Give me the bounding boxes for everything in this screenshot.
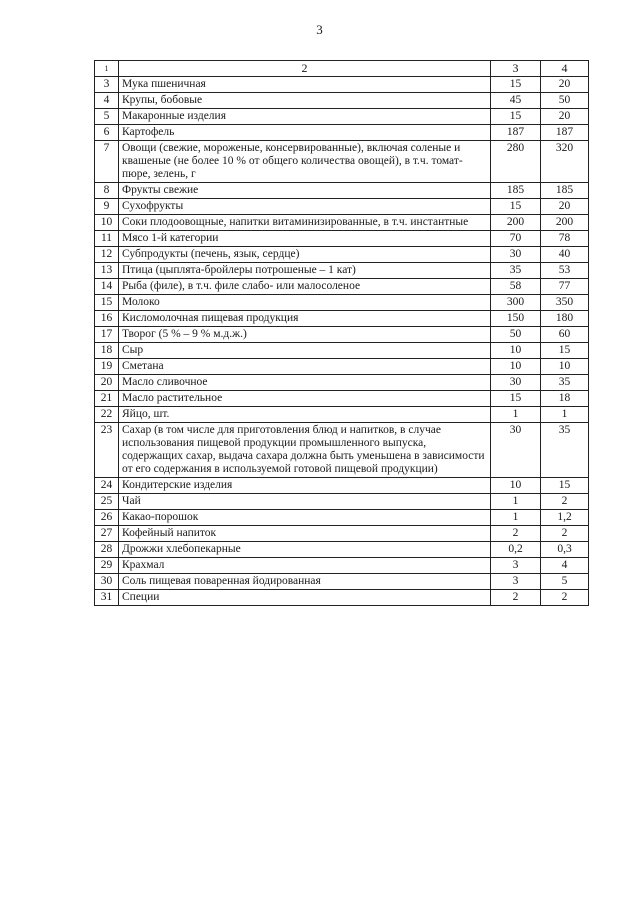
row-number: 20 bbox=[95, 375, 119, 391]
row-value-col3: 3 bbox=[491, 558, 541, 574]
table-row bbox=[95, 295, 589, 311]
header-col-2: 2 bbox=[119, 61, 491, 77]
row-product-name: Чай bbox=[119, 494, 491, 510]
table-row bbox=[95, 215, 589, 231]
table-row bbox=[95, 199, 589, 215]
row-value-col4: 60 bbox=[541, 327, 589, 343]
row-product-name: Крупы, бобовые bbox=[119, 93, 491, 109]
table-row bbox=[95, 407, 589, 423]
table-row bbox=[95, 391, 589, 407]
table-row bbox=[95, 526, 589, 542]
table-row bbox=[95, 494, 589, 510]
table-row bbox=[95, 327, 589, 343]
row-value-col4: 18 bbox=[541, 391, 589, 407]
row-value-col4: 2 bbox=[541, 590, 589, 606]
row-number: 14 bbox=[95, 279, 119, 295]
row-product-name: Фрукты свежие bbox=[119, 183, 491, 199]
table-row bbox=[95, 109, 589, 125]
row-product-name: Рыба (филе), в т.ч. филе слабо- или малосоленое bbox=[119, 279, 491, 295]
row-value-col4: 50 bbox=[541, 93, 589, 109]
row-value-col4: 1 bbox=[541, 407, 589, 423]
table-row bbox=[95, 558, 589, 574]
row-value-col3: 3 bbox=[491, 574, 541, 590]
table-row bbox=[95, 423, 589, 478]
row-value-col3: 187 bbox=[491, 125, 541, 141]
row-product-name: Мука пшеничная bbox=[119, 77, 491, 93]
row-value-col4: 200 bbox=[541, 215, 589, 231]
table-row bbox=[95, 343, 589, 359]
row-product-name: Сметана bbox=[119, 359, 491, 375]
table-row bbox=[95, 375, 589, 391]
row-product-name: Специи bbox=[119, 590, 491, 606]
row-product-name: Птица (цыплята-бройлеры потрошеные – 1 кат) bbox=[119, 263, 491, 279]
row-number: 30 bbox=[95, 574, 119, 590]
row-value-col3: 0,2 bbox=[491, 542, 541, 558]
table-row bbox=[95, 478, 589, 494]
table-row bbox=[95, 510, 589, 526]
row-value-col3: 150 bbox=[491, 311, 541, 327]
row-value-col3: 30 bbox=[491, 247, 541, 263]
row-value-col3: 10 bbox=[491, 343, 541, 359]
table-row bbox=[95, 574, 589, 590]
row-number: 21 bbox=[95, 391, 119, 407]
row-product-name: Кисломолочная пищевая продукция bbox=[119, 311, 491, 327]
table-body bbox=[95, 61, 589, 606]
header-col-4: 4 bbox=[541, 61, 589, 77]
row-product-name: Масло сливочное bbox=[119, 375, 491, 391]
row-product-name: Соль пищевая поваренная йодированная bbox=[119, 574, 491, 590]
row-value-col4: 35 bbox=[541, 375, 589, 391]
row-value-col3: 35 bbox=[491, 263, 541, 279]
table-row bbox=[95, 247, 589, 263]
row-value-col4: 1,2 bbox=[541, 510, 589, 526]
row-value-col3: 2 bbox=[491, 526, 541, 542]
row-number: 7 bbox=[95, 141, 119, 183]
row-value-col4: 2 bbox=[541, 494, 589, 510]
row-number: 16 bbox=[95, 311, 119, 327]
row-number: 13 bbox=[95, 263, 119, 279]
row-number: 3 bbox=[95, 77, 119, 93]
row-value-col4: 4 bbox=[541, 558, 589, 574]
row-number: 23 bbox=[95, 423, 119, 478]
row-value-col3: 30 bbox=[491, 375, 541, 391]
row-number: 26 bbox=[95, 510, 119, 526]
row-number: 8 bbox=[95, 183, 119, 199]
row-product-name: Творог (5 % – 9 % м.д.ж.) bbox=[119, 327, 491, 343]
row-value-col4: 20 bbox=[541, 199, 589, 215]
row-product-name: Макаронные изделия bbox=[119, 109, 491, 125]
table-row bbox=[95, 77, 589, 93]
row-value-col3: 280 bbox=[491, 141, 541, 183]
table-header-row bbox=[95, 61, 589, 77]
row-value-col4: 10 bbox=[541, 359, 589, 375]
row-value-col3: 185 bbox=[491, 183, 541, 199]
row-number: 27 bbox=[95, 526, 119, 542]
row-value-col3: 45 bbox=[491, 93, 541, 109]
row-value-col3: 15 bbox=[491, 109, 541, 125]
row-value-col4: 2 bbox=[541, 526, 589, 542]
row-value-col3: 2 bbox=[491, 590, 541, 606]
table-row bbox=[95, 231, 589, 247]
row-value-col3: 300 bbox=[491, 295, 541, 311]
row-value-col4: 0,3 bbox=[541, 542, 589, 558]
table-row bbox=[95, 141, 589, 183]
table-row bbox=[95, 311, 589, 327]
row-value-col3: 58 bbox=[491, 279, 541, 295]
row-number: 31 bbox=[95, 590, 119, 606]
row-product-name: Дрожжи хлебопекарные bbox=[119, 542, 491, 558]
table-row bbox=[95, 542, 589, 558]
row-number: 19 bbox=[95, 359, 119, 375]
row-product-name: Субпродукты (печень, язык, сердце) bbox=[119, 247, 491, 263]
row-product-name: Овощи (свежие, мороженые, консервированные), включая соленые и квашеные (не более 10 % от общего количества овощей), в т.ч. томат-пюре, зелень, г bbox=[119, 141, 491, 183]
row-value-col4: 185 bbox=[541, 183, 589, 199]
row-value-col3: 200 bbox=[491, 215, 541, 231]
row-value-col3: 70 bbox=[491, 231, 541, 247]
row-value-col4: 78 bbox=[541, 231, 589, 247]
row-product-name: Сыр bbox=[119, 343, 491, 359]
row-value-col4: 5 bbox=[541, 574, 589, 590]
row-value-col4: 350 bbox=[541, 295, 589, 311]
row-value-col4: 15 bbox=[541, 343, 589, 359]
row-product-name: Сухофрукты bbox=[119, 199, 491, 215]
row-value-col3: 15 bbox=[491, 391, 541, 407]
row-value-col4: 35 bbox=[541, 423, 589, 478]
row-value-col4: 40 bbox=[541, 247, 589, 263]
row-value-col4: 15 bbox=[541, 478, 589, 494]
row-value-col4: 20 bbox=[541, 109, 589, 125]
table-row bbox=[95, 263, 589, 279]
row-value-col3: 10 bbox=[491, 478, 541, 494]
row-number: 9 bbox=[95, 199, 119, 215]
row-product-name: Яйцо, шт. bbox=[119, 407, 491, 423]
row-value-col3: 15 bbox=[491, 77, 541, 93]
row-number: 5 bbox=[95, 109, 119, 125]
row-value-col4: 320 bbox=[541, 141, 589, 183]
row-value-col4: 187 bbox=[541, 125, 589, 141]
row-product-name: Кофейный напиток bbox=[119, 526, 491, 542]
row-number: 6 bbox=[95, 125, 119, 141]
row-value-col3: 15 bbox=[491, 199, 541, 215]
row-product-name: Какао-порошок bbox=[119, 510, 491, 526]
header-col-1: 1 bbox=[95, 61, 119, 77]
table-row bbox=[95, 183, 589, 199]
row-value-col3: 1 bbox=[491, 407, 541, 423]
row-product-name: Крахмал bbox=[119, 558, 491, 574]
row-number: 12 bbox=[95, 247, 119, 263]
row-number: 17 bbox=[95, 327, 119, 343]
table-row bbox=[95, 93, 589, 109]
table-row bbox=[95, 125, 589, 141]
header-col-3: 3 bbox=[491, 61, 541, 77]
row-product-name: Мясо 1-й категории bbox=[119, 231, 491, 247]
row-number: 11 bbox=[95, 231, 119, 247]
row-product-name: Сахар (в том числе для приготовления блюд и напитков, в случае использования пищевой продукции промышленного выпуска, содержащих сахар, выдача сахара должна быть уменьшена в зависимости от его содержания в используемой готовой пищевой продукции) bbox=[119, 423, 491, 478]
row-value-col4: 53 bbox=[541, 263, 589, 279]
table-row bbox=[95, 590, 589, 606]
table-row bbox=[95, 359, 589, 375]
page-number: 3 bbox=[316, 22, 323, 37]
row-number: 10 bbox=[95, 215, 119, 231]
row-value-col3: 50 bbox=[491, 327, 541, 343]
row-product-name: Картофель bbox=[119, 125, 491, 141]
row-value-col3: 1 bbox=[491, 510, 541, 526]
row-value-col4: 20 bbox=[541, 77, 589, 93]
row-product-name: Соки плодоовощные, напитки витаминизированные, в т.ч. инстантные bbox=[119, 215, 491, 231]
row-value-col3: 1 bbox=[491, 494, 541, 510]
row-number: 22 bbox=[95, 407, 119, 423]
row-number: 4 bbox=[95, 93, 119, 109]
row-value-col3: 10 bbox=[491, 359, 541, 375]
row-number: 28 bbox=[95, 542, 119, 558]
row-number: 18 bbox=[95, 343, 119, 359]
row-product-name: Молоко bbox=[119, 295, 491, 311]
row-value-col4: 180 bbox=[541, 311, 589, 327]
row-number: 29 bbox=[95, 558, 119, 574]
row-number: 15 bbox=[95, 295, 119, 311]
row-number: 25 bbox=[95, 494, 119, 510]
row-product-name: Масло растительное bbox=[119, 391, 491, 407]
row-product-name: Кондитерские изделия bbox=[119, 478, 491, 494]
row-number: 24 bbox=[95, 478, 119, 494]
table-row bbox=[95, 279, 589, 295]
row-value-col3: 30 bbox=[491, 423, 541, 478]
row-value-col4: 77 bbox=[541, 279, 589, 295]
food-norms-table bbox=[94, 60, 589, 606]
